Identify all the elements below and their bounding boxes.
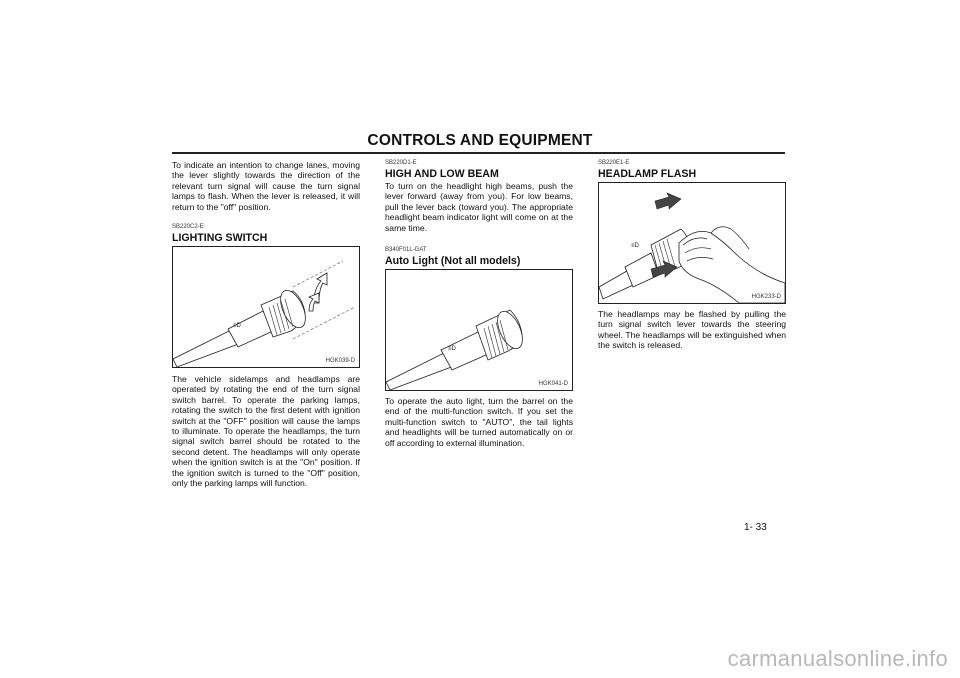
column-left xyxy=(172,160,360,489)
lighting-switch-paragraph: The vehicle sidelamps and headlamps are operated by rotating the end of the turn signal switch barrel. To operate the parking lamps, rotating the switch to the first detent with ignition switch at the "OFF" position will cause the lamps to illuminate. To operate the headlamps, the turn signal switch barrel should be rotated to the second detent. The headlamps will only operate when the ignition switch is at the "On" position. If the ignition switch is turned to the "Off" position, only the parking lamps will function. xyxy=(172,374,360,489)
figure-label: HGK041-D xyxy=(538,381,568,388)
page-title: CONTROLS AND EQUIPMENT xyxy=(367,132,593,149)
page-number: 1- 33 xyxy=(744,522,767,533)
svg-text:≡D: ≡D xyxy=(631,243,639,249)
column-right xyxy=(598,160,786,351)
headlamp-flash-paragraph: The headlamps may be flashed by pulling the turn signal switch lever towards the steering wheel. The headlamps will be extinguished when the switch is released. xyxy=(598,309,786,351)
high-low-beam-paragraph: To turn on the headlight high beams, push the lever forward (away from you). For low beams, pull the lever back (toward you). The appropriate headlight beam indicator light will come on at the same time. xyxy=(385,181,573,233)
lighting-switch-illustration xyxy=(173,247,359,367)
figure-label: HGK233-D xyxy=(751,294,781,300)
column-middle xyxy=(385,160,573,448)
auto-light-illustration xyxy=(386,270,572,390)
svg-text:≡D: ≡D xyxy=(233,323,241,330)
section-heading-high-low-beam: HIGH AND LOW BEAM xyxy=(385,168,499,180)
figure-headlamp-flash xyxy=(598,182,786,304)
figure-lighting-switch xyxy=(172,246,360,368)
section-code: SB220C2-E xyxy=(172,224,204,231)
section-heading-lighting-switch: LIGHTING SWITCH xyxy=(172,232,268,245)
watermark: carmanualsonline.info xyxy=(727,646,948,671)
figure-auto-light xyxy=(385,269,573,391)
header-rule xyxy=(172,152,785,154)
turn-signal-paragraph: To indicate an intention to change lanes, moving the lever slightly towards the direction of the relevant turn signal will cause the turn signal lamps to flash. When the lever is released, it will return to the "off" position. xyxy=(172,160,360,212)
figure-label: HGK039-D xyxy=(325,358,355,365)
section-heading-headlamp-flash: HEADLAMP FLASH xyxy=(598,168,697,180)
svg-text:≡D: ≡D xyxy=(448,346,456,353)
auto-light-paragraph: To operate the auto light, turn the barrel on the end of the multi-function switch. If you set the multi-function switch to "AUTO", the tail lights and headlights will be turned automatically on or off according to external illumination. xyxy=(385,396,573,448)
section-heading-auto-light: Auto Light (Not all models) xyxy=(385,255,521,268)
section-code: SB220D1-E xyxy=(385,160,417,166)
section-code: B340F01L-GAT xyxy=(385,247,427,254)
section-code: SB220E1-E xyxy=(598,160,630,166)
headlamp-flash-illustration xyxy=(599,183,785,303)
